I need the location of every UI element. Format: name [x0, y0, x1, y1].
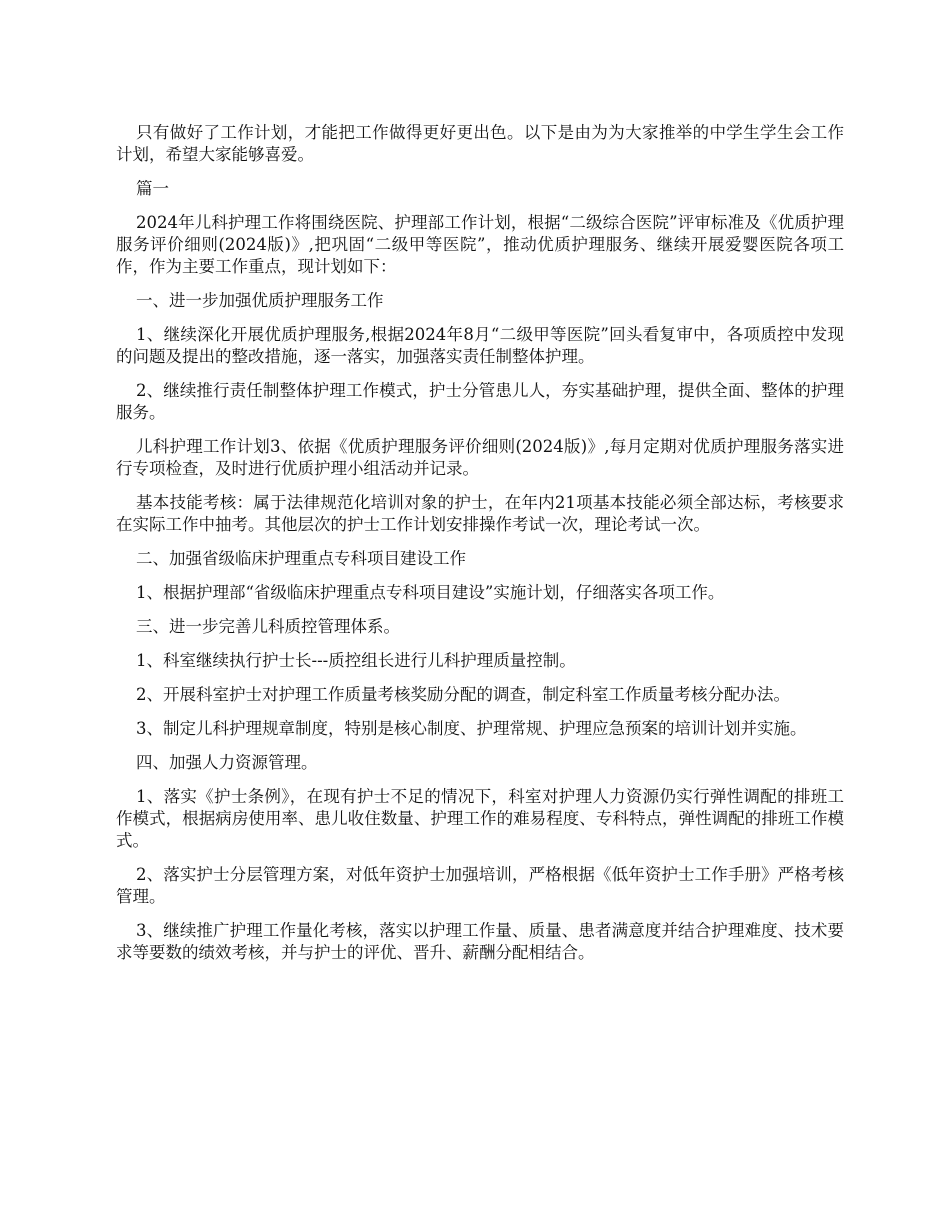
paragraph: 1、继续深化开展优质护理服务,根据2024年8月“二级甲等医院”回头看复审中，各项质控中发现的问题及提出的整改措施，逐一落实，加强落实责任制整体护理。: [116, 325, 844, 366]
heading-1: 一、进一步加强优质护理服务工作: [136, 291, 384, 310]
paragraph: 1、科室继续执行护士长---质控组长进行儿科护理质量控制。: [136, 651, 576, 670]
heading-2: 二、加强省级临床护理重点专科项目建设工作: [136, 549, 466, 568]
heading-3: 三、进一步完善儿科质控管理体系。: [136, 617, 400, 636]
document-page: [116, 122, 844, 976]
paragraph: 1、落实《护士条例》，在现有护士不足的情况下，科室对护理人力资源仍实行弹性调配的排班工作模式，根据病房使用率、患儿收住数量、护理工作的难易程度、专科特点，弹性调配的排班工作模式。: [116, 787, 844, 850]
paragraph: 3、继续推广护理工作量化考核，落实以护理工作量、质量、患者满意度并结合护理难度、技术要求等要数的绩效考核，并与护士的评优、晋升、薪酬分配相结合。: [116, 921, 844, 962]
heading-4: 四、加强人力资源管理。: [136, 753, 318, 772]
section-label: 篇一: [136, 179, 169, 198]
paragraph: 2、继续推行责任制整体护理工作模式，护士分管患儿人，夯实基础护理，提供全面、整体的护理服务。: [116, 381, 844, 422]
paragraph: 基本技能考核：属于法律规范化培训对象的护士，在年内21项基本技能必须全部达标，考核要求在实际工作中抽考。其他层次的护士工作计划安排操作考试一次，理论考试一次。: [116, 493, 844, 534]
paragraph: 3、制定儿科护理规章制度，特别是核心制度、护理常规、护理应急预案的培训计划并实施。: [136, 719, 807, 738]
paragraph: 2、落实护士分层管理方案，对低年资护士加强培训，严格根据《低年资护士工作手册》严格考核管理。: [116, 865, 844, 906]
paragraph: 1、根据护理部“省级临床护理重点专科项目建设”实施计划，仔细落实各项工作。: [136, 583, 725, 602]
overview-paragraph: 2024年儿科护理工作将围绕医院、护理部工作计划，根据“二级综合医院”评审标准及《优质护理服务评价细则(2024版)》,把巩固“二级甲等医院”，推动优质护理服务、继续开展爱婴医院各项工作，作为主要工作重点，现计划如下：: [116, 213, 844, 276]
paragraph: 儿科护理工作计划3、依据《优质护理服务评价细则(2024版)》,每月定期对优质护理服务落实进行专项检查，及时进行优质护理小组活动并记录。: [116, 437, 844, 478]
intro-paragraph: 只有做好了工作计划，才能把工作做得更好更出色。以下是由为为大家推举的中学生学生会工作计划，希望大家能够喜爱。: [116, 123, 844, 164]
paragraph: 2、开展科室护士对护理工作质量考核奖励分配的调查，制定科室工作质量考核分配办法。: [136, 685, 790, 704]
